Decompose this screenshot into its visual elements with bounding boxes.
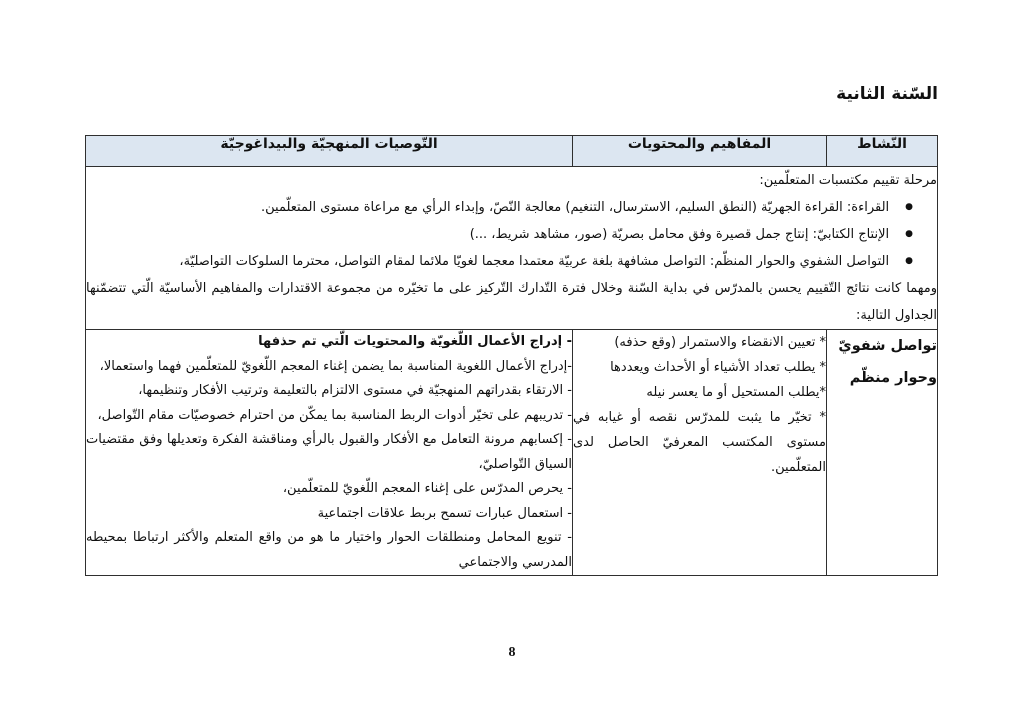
- bullet-icon: ●: [905, 202, 913, 212]
- recommendation-item: -إدراج الأعمال اللغوية المناسبة بما يضمن إغناء المعجم اللّغويّ للمتعلّمين فهما واستعمالا،: [99, 358, 572, 374]
- recommendations-cell: [86, 330, 573, 576]
- bullet-text-writing: الإنتاج الكتابيّ: إنتاج جمل قصيرة وفق محامل بصريّة (صور، مشاهد شريط، ...): [469, 227, 890, 242]
- page-number: 8: [508, 645, 516, 660]
- recommendation-item: - استعمال عبارات تسمح بربط علاقات اجتماعية: [317, 505, 572, 521]
- recommendation-item: - تنويع المحامل ومنطلقات الحوار واختيار ما هو من واقع المتعلم والأكثر ارتباطا بمحيطه المدرسي والاجتماعي: [86, 530, 572, 570]
- assessment-cell: [86, 167, 938, 330]
- bullet-icon: ●: [905, 256, 913, 266]
- bullet-text-reading: القراءة: القراءة الجهريّة (النطق السليم، الاسترسال، التنغيم) معالجة النّصّ، وإبداء الرأي مع مراعاة مستوى المتعلّمين.: [261, 200, 890, 215]
- assessment-intro: مرحلة تقييم مكتسبات المتعلّمين:: [759, 173, 937, 188]
- concept-item: * تعيين الانقضاء والاستمرار (وقع حذفه): [614, 335, 826, 350]
- curriculum-table: [85, 135, 938, 576]
- header-row: [86, 136, 938, 167]
- recommendation-item: - يحرص المدرّس على إغناء المعجم اللّغويّ للمتعلّمين،: [282, 481, 572, 496]
- list-item: [86, 221, 937, 248]
- concept-item: * يطلب تعداد الأشياء أو الأحداث ويعددها: [610, 360, 826, 375]
- concept-item: *يطلب المستحيل أو ما يعسر نيله: [646, 385, 826, 400]
- header-cell-recommendations: التّوصيات المنهجيّة والبيداغوجيّة: [86, 136, 573, 167]
- list-item: [86, 194, 937, 221]
- activity-cell: تواصل شفويّ وحوار منظّم: [827, 330, 938, 576]
- header-cell-concepts: المفاهيم والمحتويات: [573, 136, 827, 167]
- recommendation-item: - إكسابهم مرونة التعامل مع الأفكار والقبول بالرأي ومناقشة الفكرة وتعديلها وفق مقتضيات السياق التّواصليّ،: [86, 432, 572, 472]
- header-cell-activity: النّشاط: [827, 136, 938, 167]
- recommendation-item: - إدراج الأعمال اللّغويّة والمحتويات الّتي تم حذفها: [258, 334, 572, 349]
- concepts-cell: [573, 330, 827, 576]
- content-row: [86, 330, 938, 576]
- bullet-icon: ●: [905, 229, 913, 239]
- assessment-conclusion: ومهما كانت نتائج التّقييم يحسن بالمدرّس في بداية السّنة وخلال فترة التّدارك التّركيز على ما تخيّره من مجموعة الاقتدارات والمفاهيم الأساسيّة الّتي تتضمّنها الجداول التالية:: [86, 281, 937, 323]
- recommendation-item: - الارتقاء بقدراتهم المنهجيّة في مستوى الالتزام بالتعليمة وترتيب الأفكار وتنظيمها،: [138, 383, 572, 398]
- bullet-text-oral: التواصل الشفوي والحوار المنظّم: التواصل مشافهة بلغة عربيّة معتمدا معجما لغويّا ملائما لمقام التواصل، محترما السلوكات التواصليّة،: [179, 254, 890, 269]
- recommendation-item: - تدريبهم على تخيّر أدوات الربط المناسبة بما يمكّن من احترام خصوصيّات مقام التّواصل،: [97, 407, 572, 423]
- page-title: السّنة الثانية: [836, 84, 938, 104]
- concept-item: * تخيّر ما يثبت للمدرّس نقصه أو غيابه في مستوى المكتسب المعرفيّ الحاصل لدى المتعلّمين.: [573, 410, 826, 475]
- list-item: [86, 248, 937, 275]
- assessment-row: [86, 167, 938, 330]
